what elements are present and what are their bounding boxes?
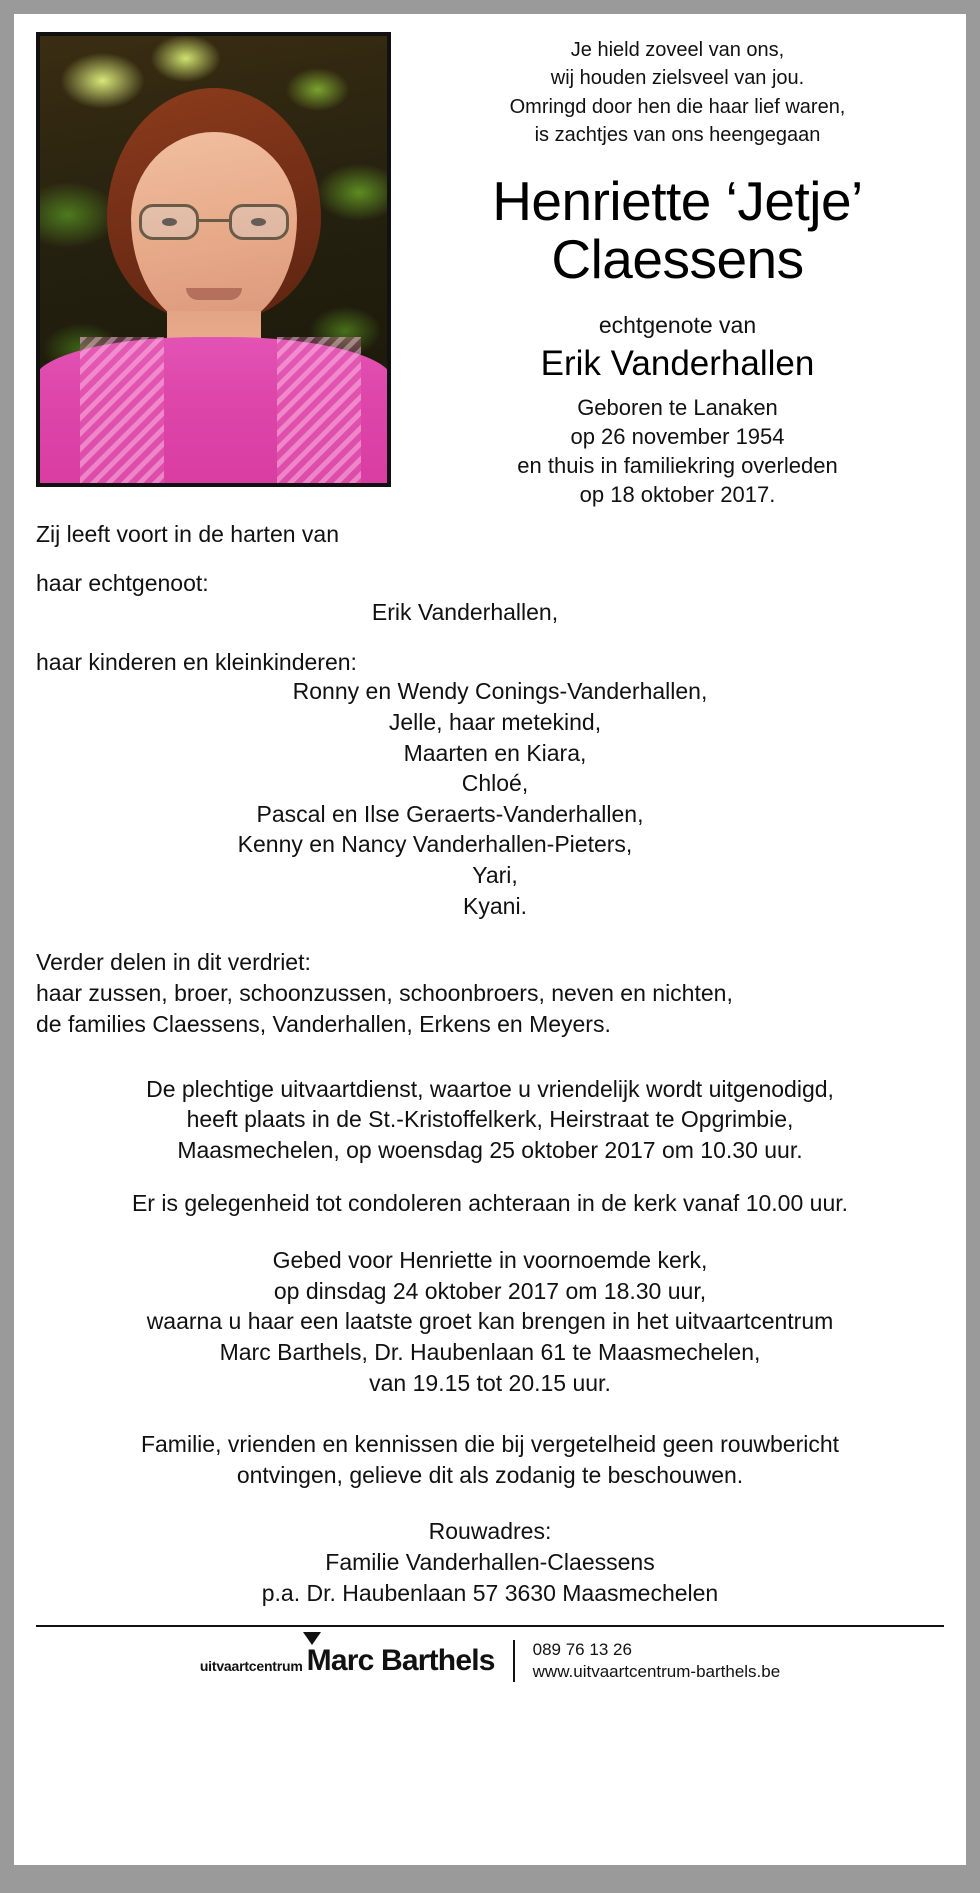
funeral-service-details — [36, 1074, 944, 1166]
family-lead-text: Zij leeft voort in de harten van — [36, 520, 339, 547]
spouse-group-heading: haar echtgenoot: — [36, 569, 209, 596]
glasses-bridge — [199, 219, 229, 222]
mourning-address-street: p.a. Dr. Haubenlaan 57 3630 Maasmechelen — [261, 1580, 719, 1607]
notice-line-2: ontvingen, gelieve dit als zodanig te beschouwen. — [236, 1461, 744, 1488]
mourning-address — [36, 1516, 944, 1608]
mourning-address-family: Familie Vanderhallen-Claessens — [325, 1549, 655, 1576]
family-member: Pascal en Ilse Geraerts-Vanderhallen, — [256, 800, 644, 827]
header-section — [36, 22, 944, 509]
extended-family-section — [36, 947, 944, 1039]
birth-death-details — [411, 393, 944, 509]
poem-line-2: wij houden zielsveel van jou. — [550, 67, 805, 90]
prayer-line-5: van 19.15 tot 20.15 uur. — [369, 1370, 611, 1397]
header-text-column — [411, 32, 944, 509]
logo-separator — [513, 1640, 515, 1682]
condolence-line-1: Er is gelegenheid tot condoleren achteraan in de kerk vanaf 10.00 uur. — [131, 1189, 849, 1216]
family-member-spouse: Erik Vanderhallen, — [371, 598, 559, 625]
poem-line-3: Omringd door hen die haar lief waren, — [509, 95, 846, 118]
contact-phone: 089 76 13 26 — [532, 1639, 632, 1659]
death-date: op 18 oktober 2017. — [579, 481, 776, 507]
prayer-line-1: Gebed voor Henriette in voornoemde kerk, — [272, 1246, 708, 1273]
glasses-lens-left — [139, 204, 199, 240]
portrait-photo — [36, 32, 391, 487]
photo-lace-left — [80, 337, 164, 483]
prayer-line-3: waarna u haar een laatste groet kan brengen in het uitvaartcentrum — [146, 1308, 834, 1335]
family-member: Yari, — [472, 861, 518, 888]
funeral-home-logo — [200, 1644, 495, 1678]
condolence-details — [36, 1188, 944, 1219]
family-section — [36, 521, 944, 1040]
prayer-line-2: op dinsdag 24 oktober 2017 om 18.30 uur, — [273, 1277, 707, 1304]
birth-date: op 26 november 1954 — [570, 423, 785, 449]
photo-mouth — [186, 288, 242, 300]
children-group — [36, 649, 944, 921]
service-line-3: Maasmechelen, op woensdag 25 oktober 2017 om 10.30 uur. — [177, 1137, 803, 1164]
general-notice — [36, 1429, 944, 1491]
photo-lace-right — [277, 337, 361, 483]
prayer-line-4: Marc Barthels, Dr. Haubenlaan 61 te Maasmechelen, — [219, 1339, 761, 1366]
deceased-name-last: Claessens — [551, 227, 804, 290]
glasses-lens-right — [229, 204, 289, 240]
triangle-icon — [303, 1632, 321, 1645]
deceased-name-first: Henriette ‘Jetje’ — [492, 169, 863, 232]
page-bottom-border — [14, 1865, 966, 1879]
death-circumstance: en thuis in familiekring overleden — [517, 452, 838, 478]
extended-family-line-2: de families Claessens, Vanderhallen, Erkens en Meyers. — [36, 1010, 611, 1037]
service-line-2: heeft plaats in de St.-Kristoffelkerk, Heirstraat te Opgrimbie, — [186, 1106, 794, 1133]
family-member: Maarten en Kiara, — [403, 739, 587, 766]
family-member: Kyani. — [463, 892, 527, 919]
deceased-name — [411, 169, 944, 290]
extended-family-line-1: haar zussen, broer, schoonzussen, schoonbroers, neven en nichten, — [36, 979, 733, 1006]
children-group-heading: haar kinderen en kleinkinderen: — [36, 649, 357, 676]
contact-website[interactable]: www.uitvaartcentrum-barthels.be — [532, 1661, 781, 1681]
prayer-visitation-details — [36, 1245, 944, 1399]
funeral-home-footer — [36, 1627, 944, 1693]
funeral-home-contact — [533, 1639, 781, 1683]
spouse-relation-label: echtgenote van — [598, 312, 757, 339]
service-line-1: De plechtige uitvaartdienst, waartoe u vriendelijk wordt uitgenodigd, — [146, 1075, 834, 1102]
memorial-poem — [411, 36, 944, 150]
birth-place: Geboren te Lanaken — [577, 394, 778, 420]
family-member: Ronny en Wendy Conings-Vanderhallen, — [292, 678, 708, 705]
family-member: Chloé, — [461, 770, 529, 797]
logo-subtitle: uitvaartcentrum — [199, 1657, 303, 1674]
logo-title: Marc Barthels — [307, 1644, 495, 1678]
family-member: Kenny en Nancy Vanderhallen-Pieters, — [237, 831, 633, 858]
photo-glasses — [139, 204, 289, 244]
poem-line-4: is zachtjes van ons heengegaan — [534, 124, 821, 147]
notice-line-1: Familie, vrienden en kennissen die bij vergetelheid geen rouwbericht — [140, 1430, 840, 1457]
extended-family-heading: Verder delen in dit verdriet: — [36, 949, 311, 976]
poem-line-1: Je hield zoveel van ons, — [570, 39, 785, 61]
spouse-name: Erik Vanderhallen — [540, 344, 815, 384]
family-member: Jelle, haar metekind, — [388, 709, 602, 736]
mourning-address-heading: Rouwadres: — [428, 1518, 552, 1545]
spouse-group — [36, 570, 944, 628]
